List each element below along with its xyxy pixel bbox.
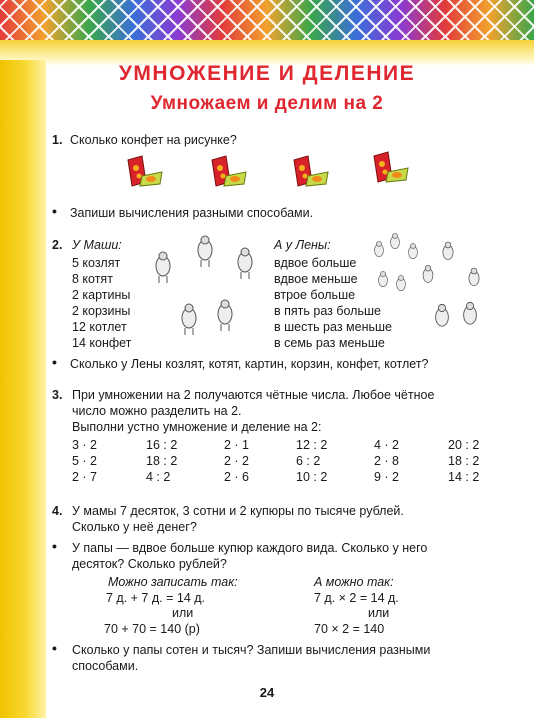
task-2-number: 2. bbox=[52, 238, 63, 252]
task-3-number: 3. bbox=[52, 388, 63, 402]
task-1-question: Сколько конфет на рисунке? bbox=[70, 133, 237, 147]
calc-item: 4 · 2 bbox=[374, 438, 400, 452]
goat-illustration bbox=[440, 240, 456, 266]
goat-illustration bbox=[376, 270, 390, 292]
candy-illustration bbox=[124, 154, 164, 190]
right-example-or: или bbox=[368, 606, 390, 620]
goat-illustration bbox=[466, 266, 482, 292]
margin-strip bbox=[0, 60, 46, 718]
calc-item: 12 : 2 bbox=[296, 438, 328, 452]
task-4-bullet2-line1: Сколько у папы сотен и тысяч? Запиши вычисления разными bbox=[72, 643, 431, 657]
right-example-header: А можно так: bbox=[314, 575, 394, 589]
candy-illustration bbox=[208, 154, 248, 190]
lena-item: вдвое больше bbox=[274, 256, 357, 270]
task-4-number: 4. bbox=[52, 504, 63, 518]
masha-item: 12 котлет bbox=[72, 320, 127, 334]
task-3-text-line3: Выполни устно умножение и деление на 2: bbox=[72, 420, 322, 434]
bullet-icon: • bbox=[52, 203, 57, 219]
goat-illustration bbox=[372, 240, 386, 262]
left-example-header: Можно записать так: bbox=[108, 575, 238, 589]
calc-item: 2 · 7 bbox=[72, 470, 98, 484]
goat-illustration bbox=[420, 264, 436, 288]
right-example-eq2: 70 × 2 = 140 bbox=[314, 622, 385, 636]
calc-item: 2 · 1 bbox=[224, 438, 250, 452]
masha-item: 2 картины bbox=[72, 288, 131, 302]
bullet-icon: • bbox=[52, 354, 57, 370]
goat-illustration bbox=[432, 302, 452, 334]
goat-illustration bbox=[394, 274, 408, 296]
task-3-text-line2: число можно разделить на 2. bbox=[72, 404, 242, 418]
left-example-or: или bbox=[172, 606, 194, 620]
calc-item: 2 · 6 bbox=[224, 470, 250, 484]
candy-illustration bbox=[290, 154, 330, 190]
goat-illustration bbox=[234, 246, 256, 280]
task-4-bullet1-line2: десяток? Сколько рублей? bbox=[72, 557, 227, 571]
goat-illustration bbox=[406, 242, 420, 264]
calc-item: 9 · 2 bbox=[374, 470, 400, 484]
goat-illustration bbox=[178, 302, 200, 336]
masha-item: 14 конфет bbox=[72, 336, 132, 350]
lena-item: в пять раз больше bbox=[274, 304, 381, 318]
masha-item: 8 котят bbox=[72, 272, 113, 286]
goat-illustration bbox=[388, 232, 402, 254]
candy-illustration bbox=[370, 150, 410, 186]
masha-item: 5 козлят bbox=[72, 256, 121, 270]
calc-item: 16 : 2 bbox=[146, 438, 178, 452]
calc-item: 2 · 8 bbox=[374, 454, 400, 468]
calc-item: 18 : 2 bbox=[448, 454, 480, 468]
masha-header: У Маши: bbox=[72, 238, 122, 252]
calc-item: 10 : 2 bbox=[296, 470, 328, 484]
goat-illustration bbox=[152, 250, 174, 284]
calc-item: 14 : 2 bbox=[448, 470, 480, 484]
goat-illustration bbox=[194, 234, 216, 268]
lena-item: вдвое меньше bbox=[274, 272, 358, 286]
goat-illustration bbox=[460, 300, 480, 332]
calc-item: 5 · 2 bbox=[72, 454, 98, 468]
goat-illustration bbox=[214, 298, 236, 332]
lena-header: А у Лены: bbox=[274, 238, 331, 252]
page-title: УМНОЖЕНИЕ И ДЕЛЕНИЕ bbox=[118, 62, 416, 85]
task-4-text-line2: Сколько у неё денег? bbox=[72, 520, 197, 534]
calc-item: 4 : 2 bbox=[146, 470, 171, 484]
left-example-eq1: 7 д. + 7 д. = 14 д. bbox=[106, 591, 206, 605]
lena-item: в семь раз меньше bbox=[274, 336, 385, 350]
task-4-text-line1: У мамы 7 десяток, 3 сотни и 2 купюры по тысяче рублей. bbox=[72, 504, 404, 518]
lena-item: в шесть раз меньше bbox=[274, 320, 392, 334]
task-1-number: 1. bbox=[52, 133, 63, 147]
task-3-text-line1: При умножении на 2 получаются чётные числа. Любое чётное bbox=[72, 388, 435, 402]
task-4-bullet2-line2: способами. bbox=[72, 659, 139, 673]
page-subtitle: Умножаем и делим на 2 bbox=[150, 93, 384, 114]
calc-item: 6 : 2 bbox=[296, 454, 321, 468]
calc-item: 2 · 2 bbox=[224, 454, 250, 468]
task-1-instruction: Запиши вычисления разными способами. bbox=[70, 206, 314, 220]
bullet-icon: • bbox=[52, 538, 57, 554]
masha-item: 2 корзины bbox=[72, 304, 131, 318]
page-number: 24 bbox=[259, 685, 275, 700]
calc-item: 18 : 2 bbox=[146, 454, 178, 468]
bullet-icon: • bbox=[52, 640, 57, 656]
right-example-eq1: 7 д. × 2 = 14 д. bbox=[314, 591, 399, 605]
calc-item: 20 : 2 bbox=[448, 438, 480, 452]
task-4-bullet1-line1: У папы — вдвое больше купюр каждого вида. Сколько у него bbox=[72, 541, 428, 555]
lena-item: втрое больше bbox=[274, 288, 356, 302]
calc-item: 3 · 2 bbox=[72, 438, 98, 452]
task-2-question: Сколько у Лены козлят, котят, картин, корзин, конфет, котлет? bbox=[70, 357, 429, 371]
left-example-eq2: 70 + 70 = 140 (р) bbox=[104, 622, 200, 636]
